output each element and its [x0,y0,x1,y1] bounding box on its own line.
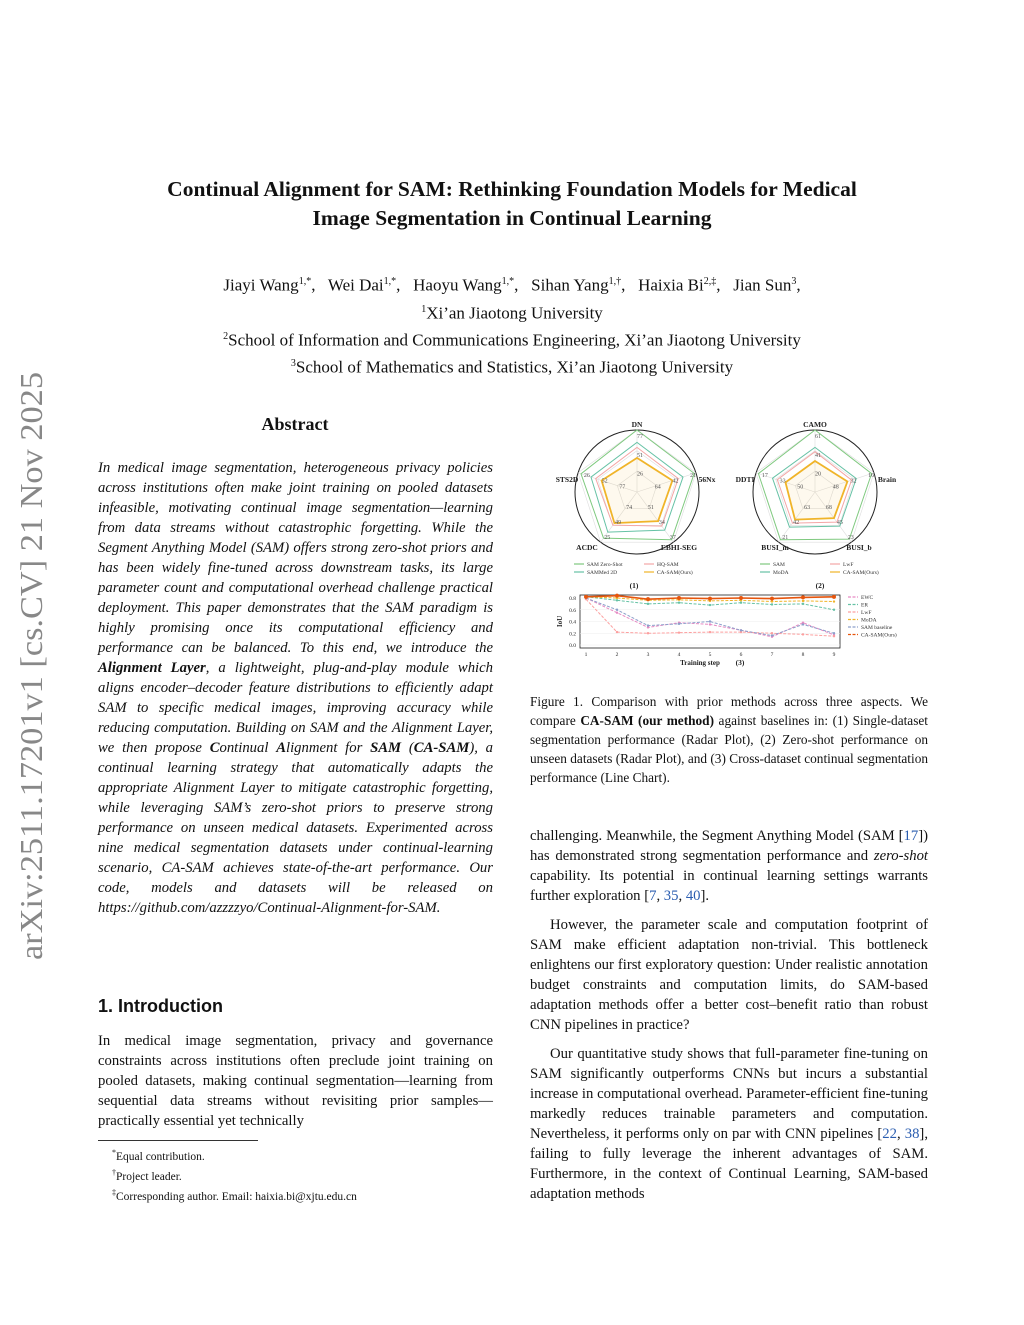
data-point [616,599,618,601]
radar-tick-label: 42 [672,478,679,485]
data-point [833,609,835,611]
author-name: Haixia Bi [638,275,704,295]
author-list: Jiayi Wang$^{1,*}$, Wei Dai$^{1,*}$, Haoyu Wang$^{1,*}$, Sihan Yang$^{1,\dagger}$, Haixia $Bi^{2,\ddagger}$, Jian Sun$^3$, [223,275,801,295]
legend-label: LwF [843,562,854,568]
abstract-text: In medical image segmentation, heterogeneous privacy policies across institutions often make joint training on pooled datasets infeasible, motivating continual image segmentation—learning from data streams without catastrophic forgetting. While the Segment Anything Model (SAM) offers strong zero-shot priors and has been widely fine-tuned across downstream tasks, its large parameter count and computational overhead challenge practical deployment. This paper demonstrates that the SAM paradigm is highly promising once its computational efficiency and performance can be balanced. To this end, we introduce the [98,460,493,656]
author-name: Sihan Yang [531,275,609,295]
x-tick-label: 6 [739,652,743,658]
abstract-bold: A [276,740,287,756]
affil-text: School of Mathematics and Statistics, Xi’an Jiaotong University [295,357,734,377]
para-text: ]. [700,888,710,904]
y-tick-label: 0.4 [569,619,576,626]
data-point [708,597,712,601]
footnote-sup: † [112,1167,116,1177]
authors-block [96,270,928,379]
data-point [615,594,619,598]
data-point [802,633,804,635]
radar-tick-label: 48 [832,484,839,491]
y-tick-label: 0.0 [569,643,576,649]
y-tick-label: 0.6 [569,607,576,614]
data-point [739,596,743,600]
radar-tick-label: 77 [619,484,626,491]
radar-tick-label: 20 [815,471,821,478]
footnote-text: Equal contribution. [116,1150,205,1163]
abstract-text: lignment for [286,740,371,756]
arxiv-id-text: arXiv:2511.17201v1 [cs.CV] 21 Nov 2025 [13,411,49,960]
author-sup: 1,* [501,276,515,287]
author-sup: 2,‡ [703,276,717,287]
data-point [678,623,680,625]
citation-link[interactable]: 38 [904,1126,920,1142]
caption-text: Figure 1. Comparison with prior methods across three aspects. We compare [530,694,928,728]
panel-label: (3) [735,658,745,667]
data-point [678,602,680,604]
para-text: challenging. Meanwhile, the Segment Anything Model (SAM [ [530,828,904,844]
para-text: , [896,1126,905,1142]
x-tick-label: 9 [832,652,836,658]
footnote-2 [112,1165,357,1185]
para-emphasis: zero-shot [873,848,928,864]
radar-axis-label: EBHI-SEG [660,543,698,552]
data-point [740,629,742,631]
paragraph: However, the parameter scale and computation footprint of SAM make efficient adaptation non-trivial. This bottleneck enlightens our first exploratory question: Under realistic annotation budget constraints and computation limits, do SAM-based adaptation methods offer a better cost–benefit ratio than robust CNN pipelines in practice? [530,917,928,1033]
data-point [709,631,711,633]
citation-link[interactable]: 40 [685,888,701,904]
data-point [677,596,681,600]
legend-label: SAM [773,562,785,568]
radar-tick-label: 37 [669,535,676,542]
citation-link[interactable]: 7 [649,888,657,904]
author-sup: 1,* [298,276,312,287]
radar-tick-label: 26 [637,471,643,478]
affil-sup: 2 [223,330,229,342]
radar-tick-label: 17 [761,472,768,479]
radar-tick-label: 32 [850,478,857,485]
radar-tick-label: 63 [804,505,811,512]
abstract-text: , a lightweight, plug-and-play module which aligns encoder–decoder feature distributions to efficiently adapt SAM to specific medical images, improving accuracy while reducing computation. Building on SAM and the Alignment Layer, we then propose [98,660,493,756]
radar-tick-label: 26 [583,472,590,479]
affil-text: School of Information and Communications Engineering, Xi’an Jiaotong University [228,330,801,350]
radar-axis-label: BUSI_b [846,543,872,552]
arxiv-stamp [6,370,56,960]
y-axis-label: IoU [556,615,564,628]
radar-axis-label: STS2D [555,475,579,484]
author-sup: 3 [791,276,797,287]
radar-axis-label: CAMO [803,420,827,429]
legend-label: SAM Zero-Shot [587,562,623,568]
citation-link[interactable]: 17 [903,828,919,844]
radar-series-polygon [602,458,673,523]
data-point [678,631,680,633]
abstract-text: ), a continual learning strategy that automatically adapts the appropriate Alignment Layer to mitigate catastrophic forgetting, while leveraging SAM’s zero-shot priors to preserve strong performance on unseen medical datasets. Experimented across nine medical segmentation datasets under continual-learning scenario, CA-SAM achieves state-of-the-art performance. Our code, models and datasets will be released on https://github.com/azzzzyo/Continual-Alignment-for-SAM. [98,740,493,916]
abstract-text: ontinual [219,740,277,756]
radar-tick-label: 41 [815,452,821,459]
radar-tick-label: 45 [836,520,843,527]
figure-caption [530,692,928,787]
figure-1 [530,412,930,682]
legend-label: SAMMed 2D [587,570,618,576]
x-tick-label: 3 [646,652,650,658]
author-name: Jiayi Wang [223,275,299,295]
para-text: , [656,888,664,904]
x-tick-label: 4 [677,652,681,658]
affil-sup: 1 [421,303,427,315]
radar-tick-label: 51 [637,452,643,459]
paper-title [96,175,928,233]
line-series [586,598,834,636]
data-point [833,632,835,634]
radar-axis-label: DN [631,420,643,429]
x-tick-label: 1 [584,652,588,658]
legend-label: HQ-SAM [657,562,679,568]
radar-tick-label: 50 [797,484,804,491]
abstract-bold: SAM [370,740,402,756]
radar-tick-label: 49 [615,520,622,527]
author-name: Haoyu Wang [413,275,502,295]
radar-tick-label: 68 [825,505,832,512]
radar-tick-label: 23 [847,535,854,542]
radar-tick-label: 16 [868,472,875,479]
para-text: Our quantitative study shows that full-parameter fine-tuning on SAM significantly outperforms CNNs but incurs a substantial increase in computational overhead. Parameter-efficient fine-tuning markedly reduces trainable parameters and computation. Nevertheless, it performs only on par with CNN pipelines [ [530,1046,928,1142]
legend-label: SAM baseline [861,625,893,631]
paragraph [530,1044,928,1204]
intro-heading: 1. Introduction [98,996,223,1016]
para-text: , [678,888,686,904]
right-column-text [530,826,928,1213]
data-point [709,623,711,625]
data-point [833,635,835,637]
radar-tick-label: 74 [626,505,633,512]
y-tick-label: 0.8 [569,596,576,602]
radar-tick-label: 77 [637,434,643,441]
affiliation-3 [96,352,928,379]
affil-sup: 3 [290,357,296,369]
data-point [646,597,650,601]
data-point [832,595,836,599]
radar-axis-label: BUSI_m [761,543,789,552]
footnote-rule [98,1140,258,1141]
caption-text: against baselines in: (1) Single-dataset segmentation performance (Radar Plot), (2) Zero-shot performance on unseen datasets (Radar Plot), and (3) Cross-dataset continual segmentation performance (Line Chart). [530,713,928,785]
abstract-bold: CA-SAM [413,740,470,756]
figure-1-svg [530,412,930,682]
legend-label: MoDA [861,617,877,624]
author-name: Jian Sun [733,275,792,295]
paragraph [530,826,928,906]
title-line-2: Image Segmentation in Continual Learning [312,206,712,230]
data-point [771,603,773,605]
legend-label: EWC [861,595,874,601]
author-sup: 1,† [608,276,622,287]
x-tick-label: 2 [615,652,619,658]
legend-label: ER [861,602,869,609]
para-text: capability. Its potential in continual learning settings warrants further exploration [ [530,868,928,904]
para-text: ], failing to fully leverage the inherent advantages of SAM. Furthermore, in the context of Continual Learning, SAM-based adaptation methods [530,1126,928,1202]
abstract-bold: C [209,740,220,756]
author-name: Wei Dai [327,275,384,295]
x-tick-label: 7 [770,652,774,658]
data-point [709,620,711,622]
intro-body: In medical image segmentation, privacy and governance constraints across institutions often preclude joint training on pooled datasets, making continual segmentation—learning from sequential data streams without revisiting prior samples—practically essential yet technically [98,1033,493,1129]
radar-axis-label: ACDC [576,543,598,552]
radar-tick-label: 34 [658,520,665,527]
title-line-1: Continual Alignment for SAM: Rethinking Foundation Models for Medical [167,177,857,201]
panel-label: (2) [815,581,825,590]
footnote-sup: ‡ [112,1187,116,1197]
radar-tick-label: 51 [647,505,654,512]
legend-label: LwF [861,610,872,616]
data-point [584,595,588,599]
affiliation-1 [96,298,928,325]
data-point [647,624,649,626]
data-point [802,600,804,602]
legend-label: CA-SAM(Ours) [861,632,897,639]
footnote-1 [112,1145,357,1165]
data-point [616,611,618,613]
data-point [616,631,618,633]
radar-axis-label: 56Nx [698,475,716,484]
caption-bold: CA-SAM (our method) [580,713,714,728]
legend-label: CA-SAM(Ours) [843,570,879,576]
legend-label: CA-SAM(Ours) [657,570,693,576]
data-point [771,634,773,636]
radar-tick-label: 25 [604,535,611,542]
data-point [740,602,742,604]
radar-tick-label: 21 [782,535,789,542]
y-tick-label: 0.2 [569,631,576,638]
panel-label: (1) [629,581,639,590]
legend-label: MoDA [773,570,789,576]
affil-text: Xi’an Jiaotong University [426,303,603,323]
radar-axis-label: Brain [877,475,897,484]
footnotes [112,1145,357,1204]
author-sup: 1,* [383,276,397,287]
radar-tick-label: 52 [601,478,608,485]
radar-tick-label: 21 [690,472,697,479]
citation-link[interactable]: 22 [882,1126,897,1142]
radar-tick-label: 42 [793,520,800,527]
data-point [709,604,711,606]
radar-tick-label: 61 [815,434,821,441]
x-tick-label: 5 [708,652,712,658]
affiliation-2 [96,325,928,352]
para-text: ]) has demonstrated strong segmentation performance and [530,828,928,864]
abstract-bold: Alignment Layer [98,660,206,676]
data-point [616,609,618,611]
arxiv-stamp-svg [6,370,56,960]
abstract-body [98,458,493,918]
radar-tick-label: 64 [654,484,661,491]
radar-axis-label: DDTI [735,475,755,484]
radar-tick-label: 33 [779,478,786,485]
data-point [647,603,649,605]
citation-link[interactable]: 35 [663,888,679,904]
abstract-text: ( [401,740,414,756]
data-point [771,632,773,634]
data-point [802,603,804,605]
footnote-text: Corresponding author. Email: haixia.bi@xjtu.edu.cn [116,1190,357,1203]
data-point [802,623,804,625]
footnote-text: Project leader. [116,1170,182,1183]
data-point [833,600,835,602]
footnote-sup: * [112,1148,116,1157]
abstract-heading: Abstract [261,414,329,434]
data-point [647,632,649,634]
x-tick-label: 8 [801,652,805,658]
footnote-3 [112,1185,357,1205]
x-axis-label: Training step [680,659,720,667]
data-point [770,597,774,601]
data-point [801,595,805,599]
data-point [771,600,773,602]
